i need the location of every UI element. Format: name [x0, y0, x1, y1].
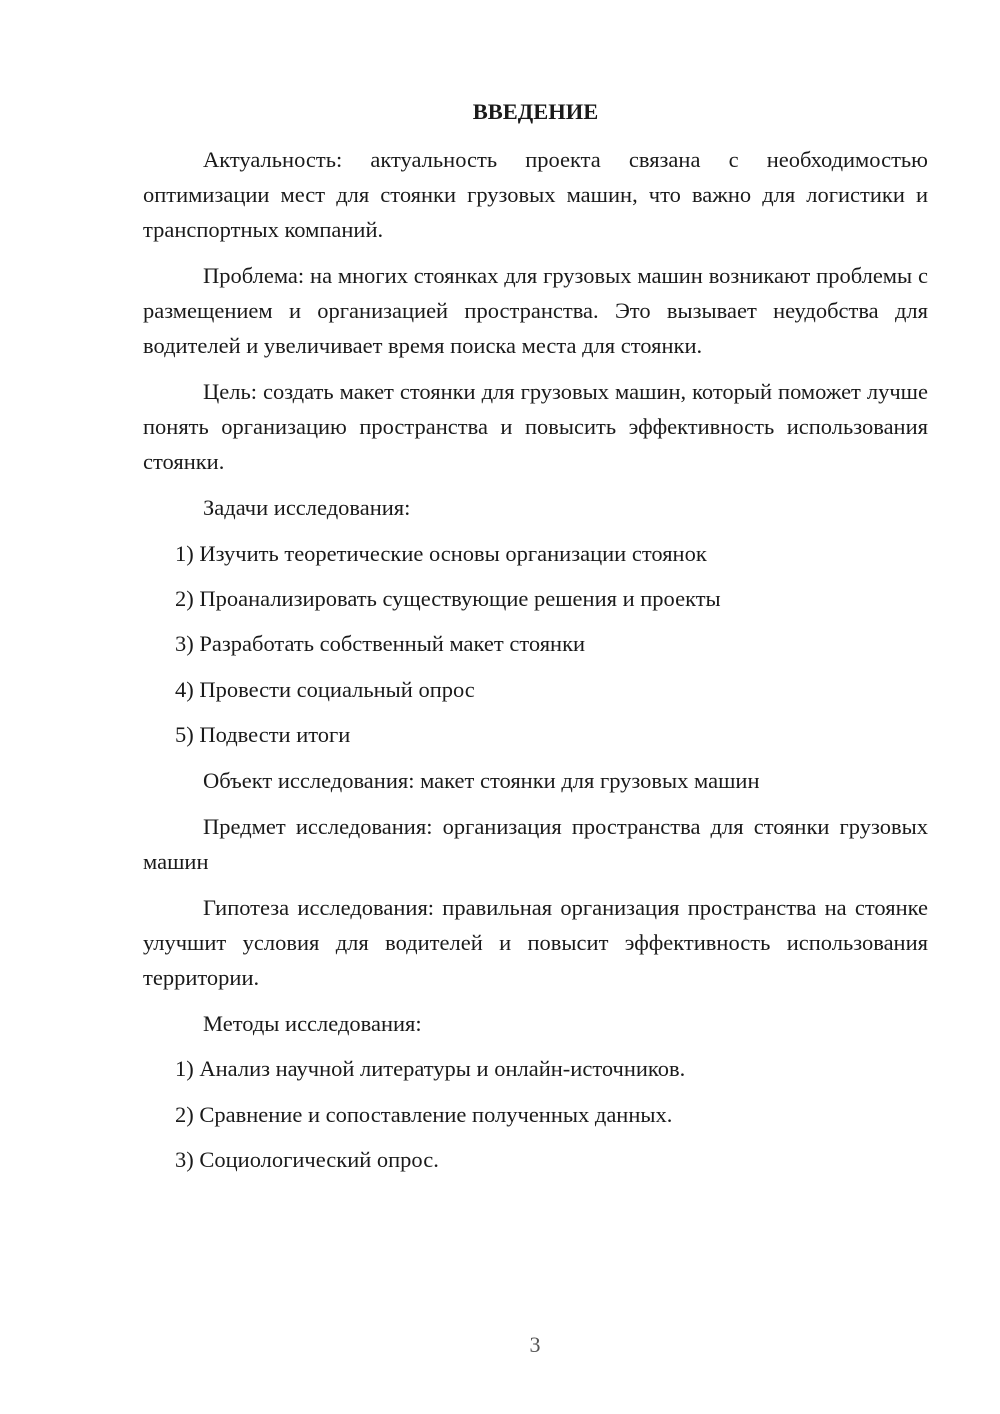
page-title: ВВЕДЕНИЕ	[472, 99, 599, 124]
task-item: 1) Изучить теоретические основы организации стоянок	[175, 541, 707, 566]
tasks-heading: Задачи исследования:	[203, 495, 411, 520]
relevance-paragraph: Актуальность: актуальность проекта связана с необходимостью оптимизации мест для стоянки грузовых машин, что важно для логистики и транспортных компаний.	[143, 147, 928, 242]
task-item: 4) Провести социальный опрос	[175, 677, 475, 702]
task-item: 2) Проанализировать существующие решения и проекты	[175, 586, 721, 611]
task-item: 5) Подвести итоги	[175, 722, 351, 747]
methods-heading: Методы исследования:	[203, 1011, 422, 1036]
method-item: 3) Социологический опрос.	[175, 1147, 439, 1172]
problem-paragraph: Проблема: на многих стоянках для грузовых машин возникают проблемы с размещением и организацией пространства. Это вызывает неудобства для водителей и увеличивает время поиска места для стоянки.	[143, 263, 928, 358]
task-item: 3) Разработать собственный макет стоянки	[175, 631, 586, 656]
method-item: 2) Сравнение и сопоставление полученных данных.	[175, 1102, 673, 1127]
subject-paragraph: Предмет исследования: организация пространства для стоянки грузовых машин	[143, 814, 928, 874]
hypothesis-paragraph: Гипотеза исследования: правильная организация пространства на стоянке улучшит условия для водителей и повысит эффективность использования территории.	[143, 895, 928, 990]
page-number: 3	[529, 1332, 541, 1357]
goal-paragraph: Цель: создать макет стоянки для грузовых машин, который поможет лучше понять организацию пространства и повысить эффективность использования стоянки.	[143, 379, 928, 474]
object-paragraph: Объект исследования: макет стоянки для грузовых машин	[203, 768, 760, 793]
method-item: 1) Анализ научной литературы и онлайн-источников.	[175, 1056, 686, 1081]
